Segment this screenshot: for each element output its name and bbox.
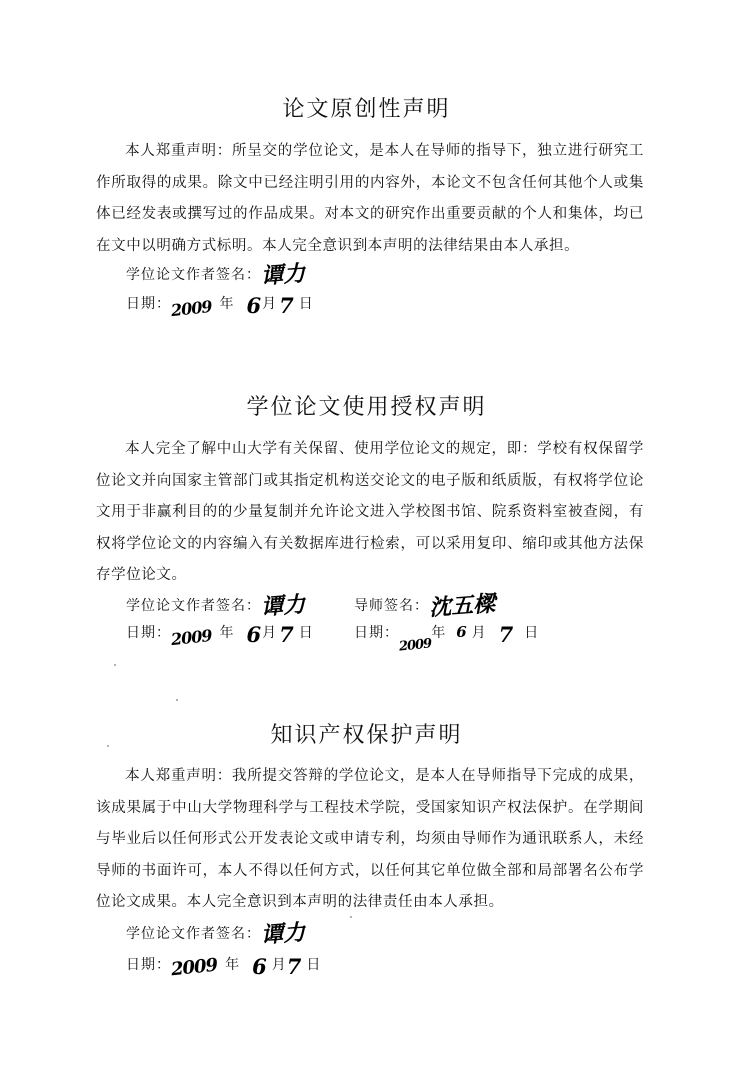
author-handwritten-signature: 谭力 bbox=[260, 919, 306, 949]
author-signature-label: 学位论文作者签名： bbox=[126, 267, 261, 283]
scan-speck bbox=[114, 664, 116, 666]
day-unit: 日 bbox=[298, 296, 314, 312]
authorization-declaration-body bbox=[96, 434, 644, 592]
supervisor-handwritten-signature: 沈五樑 bbox=[428, 590, 496, 622]
ip-protection-declaration-title: 知识产权保护声明 bbox=[270, 723, 463, 748]
handwritten-day: 7 bbox=[279, 293, 295, 318]
supervisor-signature-line bbox=[354, 589, 495, 620]
handwritten-month: 6 bbox=[246, 293, 263, 318]
handwritten-month: 6 bbox=[456, 623, 468, 641]
authorization-author-signature-line bbox=[126, 589, 305, 620]
originality-date-line bbox=[126, 293, 314, 321]
originality-declaration-title: 论文原创性声明 bbox=[282, 97, 451, 122]
handwritten-year: 2009 bbox=[170, 954, 219, 981]
ip-author-signature-line bbox=[126, 917, 305, 948]
month-unit: 月 bbox=[471, 625, 487, 641]
authorization-declaration-text: 本人完全了解中山大学有关保留、使用学位论文的规定，即：学校有权保留学位论文并向国家主管部门或其指定机构送交论文的电子版和纸质版，有权将学位论文用于非赢利目的的少量复制并允许论文进入学校图书馆、院系资料室被查阅，有权将学位论文的内容编入有关数据库进行检索，可以采用复印、缩印或其他方法保存学位论文。 bbox=[96, 441, 644, 583]
scan-speck bbox=[107, 745, 109, 747]
ip-date-line bbox=[126, 954, 321, 979]
scan-speck bbox=[176, 699, 178, 701]
handwritten-year: 2009 bbox=[170, 296, 213, 321]
originality-author-signature-line bbox=[126, 258, 305, 289]
authorization-date-line bbox=[126, 622, 314, 650]
day-unit: 日 bbox=[306, 957, 322, 973]
month-unit: 月 bbox=[271, 957, 287, 973]
supervisor-date-line bbox=[354, 622, 539, 653]
author-handwritten-signature: 谭力 bbox=[260, 591, 306, 621]
scan-speck bbox=[350, 916, 352, 918]
supervisor-signature-label: 导师签名： bbox=[354, 598, 429, 614]
handwritten-month: 6 bbox=[252, 954, 268, 979]
date-label: 日期： bbox=[126, 957, 171, 973]
handwritten-day: 7 bbox=[498, 622, 515, 647]
month-unit: 月 bbox=[262, 625, 278, 641]
date-label: 日期： bbox=[126, 625, 171, 641]
year-unit: 年 bbox=[219, 296, 235, 312]
originality-declaration-text: 本人郑重声明：所呈交的学位论文，是本人在导师的指导下，独立进行研究工作所取得的成果。除文中已经注明引用的内容外，本论文不包含任何其他个人或集体已经发表或撰写过的作品成果。对本文的研究作出重要贡献的个人和集体，均已在文中以明确方式标明。本人完全意识到本声明的法律结果由本人承担。 bbox=[96, 143, 644, 254]
handwritten-day: 7 bbox=[286, 954, 303, 979]
year-unit: 年 bbox=[219, 625, 235, 641]
authorization-declaration-title: 学位论文使用授权声明 bbox=[246, 395, 487, 420]
year-unit: 年 bbox=[431, 625, 447, 641]
year-unit: 年 bbox=[225, 957, 241, 973]
author-signature-label: 学位论文作者签名： bbox=[126, 926, 261, 942]
date-label: 日期： bbox=[126, 296, 171, 312]
originality-declaration-body bbox=[96, 136, 644, 262]
ip-protection-declaration-text: 本人郑重声明：我所提交答辩的学位论文，是本人在导师指导下完成的成果，该成果属于中山大学物理科学与工程技术学院，受国家知识产权法保护。在学期间与毕业后以任何形式公开发表论文或申请专利，均须由导师作为通讯联系人，未经导师的书面许可，本人不得以任何方式，以任何其它单位做全部和局部署名公布学位论文成果。本人完全意识到本声明的法律责任由本人承担。 bbox=[96, 768, 644, 910]
date-label: 日期： bbox=[354, 625, 399, 641]
author-signature-label: 学位论文作者签名： bbox=[126, 598, 261, 614]
handwritten-month: 6 bbox=[246, 622, 263, 647]
day-unit: 日 bbox=[524, 625, 540, 641]
day-unit: 日 bbox=[298, 625, 314, 641]
author-handwritten-signature: 谭力 bbox=[260, 260, 306, 290]
month-unit: 月 bbox=[262, 296, 278, 312]
handwritten-year: 2009 bbox=[398, 636, 432, 655]
ip-protection-declaration-body bbox=[96, 761, 644, 919]
handwritten-year: 2009 bbox=[170, 625, 213, 650]
handwritten-day: 7 bbox=[279, 622, 295, 647]
